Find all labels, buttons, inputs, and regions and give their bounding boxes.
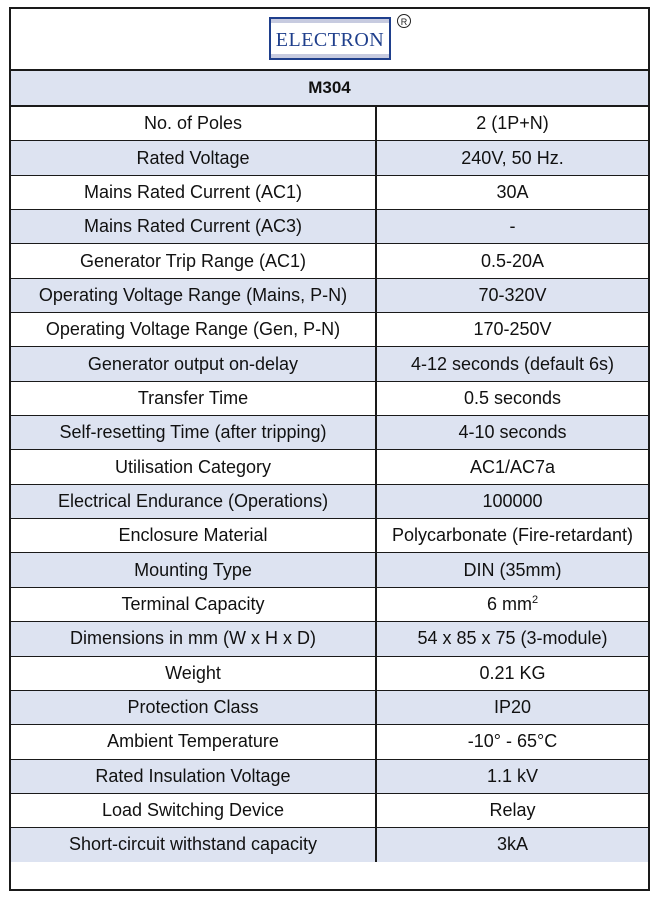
spec-label: Load Switching Device (11, 793, 376, 827)
spec-label: Protection Class (11, 690, 376, 724)
spec-row (11, 244, 648, 278)
spec-row (11, 793, 648, 827)
spec-value-text: 240V, 50 Hz. (461, 147, 564, 168)
spec-label: Mounting Type (11, 553, 376, 587)
spec-label: Mains Rated Current (AC1) (11, 175, 376, 209)
spec-label: Operating Voltage Range (Mains, P-N) (11, 278, 376, 312)
spec-value (376, 587, 648, 621)
spec-value-text: 2 (1P+N) (476, 113, 549, 134)
logo-text: ELECTRON (275, 29, 385, 51)
spec-value-text: Polycarbonate (Fire-retardant) (391, 525, 634, 546)
spec-value (376, 313, 648, 347)
spec-value-superscript: 2 (531, 593, 539, 606)
spec-value-text: Relay (489, 800, 536, 821)
spec-row (11, 141, 648, 175)
spec-value-text: 54 x 85 x 75 (3-module) (417, 628, 608, 649)
spec-label: Generator output on-delay (11, 347, 376, 381)
spec-sheet (9, 7, 650, 891)
spec-value (376, 725, 648, 759)
spec-value-text: AC1/AC7a (469, 456, 556, 477)
spec-row (11, 381, 648, 415)
spec-value-text: 4-10 seconds (458, 422, 567, 443)
spec-label: Transfer Time (11, 381, 376, 415)
spec-label: Utilisation Category (11, 450, 376, 484)
spec-row (11, 210, 648, 244)
spec-value (376, 381, 648, 415)
spec-value (376, 175, 648, 209)
spec-value-text: - (509, 216, 516, 237)
spec-value (376, 828, 648, 862)
spec-value-text: IP20 (493, 697, 532, 718)
spec-value-text: 30A (496, 181, 529, 202)
spec-value (376, 107, 648, 141)
spec-value (376, 656, 648, 690)
spec-value (376, 759, 648, 793)
brand-logo (269, 17, 391, 60)
spec-value (376, 347, 648, 381)
spec-row (11, 278, 648, 312)
spec-label: Short-circuit withstand capacity (11, 828, 376, 862)
spec-value-text: 0.21 KG (479, 662, 546, 683)
spec-label: Ambient Temperature (11, 725, 376, 759)
spec-value (376, 141, 648, 175)
spec-value-text: 170-250V (473, 319, 552, 340)
spec-label: Rated Voltage (11, 141, 376, 175)
spec-row (11, 553, 648, 587)
spec-label: Generator Trip Range (AC1) (11, 244, 376, 278)
spec-row (11, 450, 648, 484)
spec-row (11, 690, 648, 724)
spec-label: Electrical Endurance (Operations) (11, 484, 376, 518)
logo-top-band (271, 19, 389, 23)
spec-value (376, 450, 648, 484)
spec-row (11, 828, 648, 862)
spec-table-body (11, 107, 648, 862)
spec-label: Enclosure Material (11, 519, 376, 553)
spec-value (376, 416, 648, 450)
spec-value (376, 244, 648, 278)
registered-mark-icon: R (397, 14, 411, 28)
spec-value (376, 210, 648, 244)
spec-value-text: 6 mm (486, 593, 532, 614)
spec-label: Self-resetting Time (after tripping) (11, 416, 376, 450)
spec-value-text: 1.1 kV (486, 765, 539, 786)
spec-value (376, 622, 648, 656)
spec-row (11, 347, 648, 381)
spec-row (11, 484, 648, 518)
spec-value-text: -10° - 65°C (467, 731, 558, 752)
spec-table (11, 107, 648, 862)
spec-row (11, 622, 648, 656)
spec-value-text: 100000 (482, 490, 543, 511)
spec-value-text: 0.5 seconds (463, 387, 562, 408)
spec-value-text: 0.5-20A (480, 250, 545, 271)
spec-label: Mains Rated Current (AC3) (11, 210, 376, 244)
logo-bottom-band (271, 54, 389, 58)
spec-value (376, 484, 648, 518)
spec-label: Operating Voltage Range (Gen, P-N) (11, 313, 376, 347)
spec-row (11, 587, 648, 621)
spec-label: Rated Insulation Voltage (11, 759, 376, 793)
spec-value (376, 519, 648, 553)
spec-row (11, 107, 648, 141)
spec-value (376, 553, 648, 587)
spec-value-text: DIN (35mm) (463, 559, 562, 580)
spec-row (11, 175, 648, 209)
spec-row (11, 519, 648, 553)
model-title: M304 (11, 71, 648, 107)
spec-label: Terminal Capacity (11, 587, 376, 621)
spec-row (11, 656, 648, 690)
spec-value-text: 4-12 seconds (default 6s) (410, 353, 615, 374)
spec-value (376, 278, 648, 312)
spec-value (376, 690, 648, 724)
spec-row (11, 416, 648, 450)
spec-row (11, 313, 648, 347)
spec-value-text: 70-320V (478, 284, 547, 305)
spec-value-text: 3kA (496, 834, 529, 855)
logo-header (11, 9, 648, 71)
spec-label: No. of Poles (11, 107, 376, 141)
spec-label: Weight (11, 656, 376, 690)
spec-row (11, 759, 648, 793)
spec-row (11, 725, 648, 759)
spec-value (376, 793, 648, 827)
spec-label: Dimensions in mm (W x H x D) (11, 622, 376, 656)
